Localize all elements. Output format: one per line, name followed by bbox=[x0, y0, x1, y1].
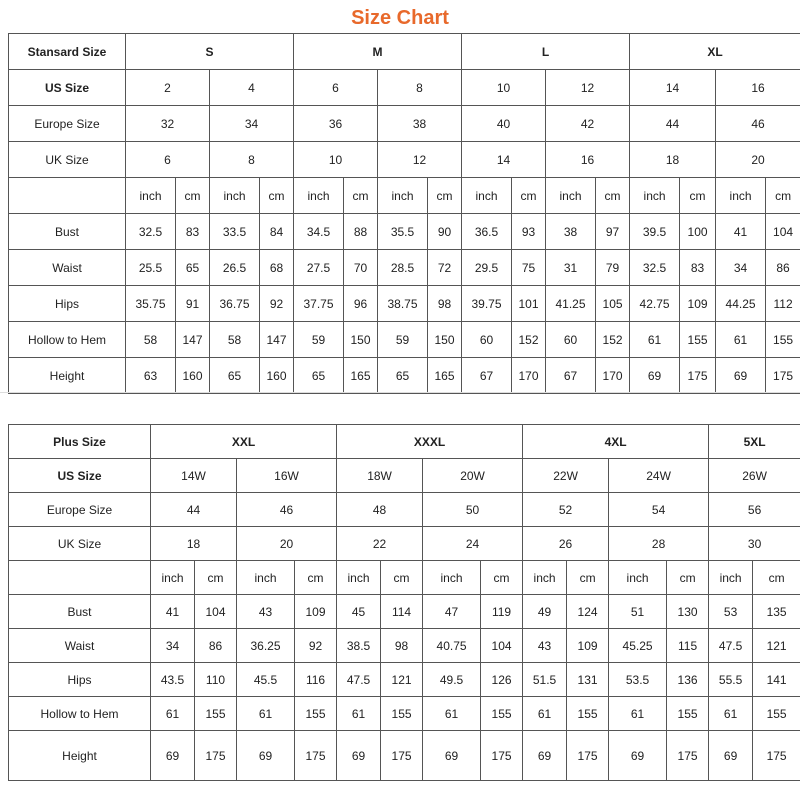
table-cell: cm bbox=[260, 178, 294, 214]
table-cell: 6 bbox=[126, 142, 210, 178]
table-cell: 155 bbox=[295, 697, 337, 731]
table-cell: 55.5 bbox=[709, 663, 753, 697]
table-cell: S bbox=[126, 34, 294, 70]
table-cell: cm bbox=[766, 178, 800, 214]
table-cell: 14 bbox=[462, 142, 546, 178]
table-cell: 4XL bbox=[523, 425, 709, 459]
table-cell: 104 bbox=[766, 214, 800, 250]
table-cell: 69 bbox=[523, 731, 567, 781]
table-cell: 34 bbox=[716, 250, 766, 286]
table-cell: 41.25 bbox=[546, 286, 596, 322]
table-cell: 175 bbox=[766, 358, 800, 394]
table-cell: cm bbox=[481, 561, 523, 595]
table-cell: 65 bbox=[210, 358, 260, 394]
table-cell: 42 bbox=[546, 106, 630, 142]
table-cell: 105 bbox=[596, 286, 630, 322]
table-cell: L bbox=[462, 34, 630, 70]
table-cell: 98 bbox=[381, 629, 423, 663]
table-row bbox=[9, 731, 800, 781]
table-cell: 150 bbox=[428, 322, 462, 358]
table-cell: inch bbox=[210, 178, 260, 214]
table-cell: 41 bbox=[151, 595, 195, 629]
table-cell: 126 bbox=[481, 663, 523, 697]
table-cell: 36.5 bbox=[462, 214, 512, 250]
table-cell: 155 bbox=[680, 322, 716, 358]
table-cell: 92 bbox=[295, 629, 337, 663]
table-cell: 38.75 bbox=[378, 286, 428, 322]
table-cell: 150 bbox=[344, 322, 378, 358]
table-cell: cm bbox=[176, 178, 210, 214]
table-cell: 65 bbox=[378, 358, 428, 394]
table-cell: 36.75 bbox=[210, 286, 260, 322]
table-cell: 34 bbox=[210, 106, 294, 142]
page-title: Size Chart bbox=[351, 7, 449, 29]
table-cell: 35.5 bbox=[378, 214, 428, 250]
row-label: Plus Size bbox=[9, 425, 151, 459]
table-cell: 43 bbox=[523, 629, 567, 663]
table-cell: 24 bbox=[423, 527, 523, 561]
table-cell: 27.5 bbox=[294, 250, 344, 286]
table-cell: 20W bbox=[423, 459, 523, 493]
table-cell: 61 bbox=[423, 697, 481, 731]
table-cell: 34.5 bbox=[294, 214, 344, 250]
table-cell: 109 bbox=[680, 286, 716, 322]
table-cell: 67 bbox=[546, 358, 596, 394]
table-cell: 49 bbox=[523, 595, 567, 629]
table-cell: 65 bbox=[294, 358, 344, 394]
table-cell: 61 bbox=[523, 697, 567, 731]
row-label: Hips bbox=[9, 286, 126, 322]
table-cell: 35.75 bbox=[126, 286, 176, 322]
table-cell: 61 bbox=[709, 697, 753, 731]
table-cell: 68 bbox=[260, 250, 294, 286]
table-row bbox=[9, 561, 800, 595]
table-cell: 46 bbox=[716, 106, 800, 142]
table-cell: 45.25 bbox=[609, 629, 667, 663]
table-cell: 32.5 bbox=[630, 250, 680, 286]
table-cell: 79 bbox=[596, 250, 630, 286]
table-cell: 38.5 bbox=[337, 629, 381, 663]
table-cell: 42.75 bbox=[630, 286, 680, 322]
table-row bbox=[9, 250, 800, 286]
table-cell: 18W bbox=[337, 459, 423, 493]
table-row bbox=[9, 106, 800, 142]
table-cell: inch bbox=[716, 178, 766, 214]
table-cell: cm bbox=[567, 561, 609, 595]
table-cell: 36.25 bbox=[237, 629, 295, 663]
table-cell: cm bbox=[596, 178, 630, 214]
table-cell: 60 bbox=[462, 322, 512, 358]
table-cell: 44.25 bbox=[716, 286, 766, 322]
table-cell: inch bbox=[378, 178, 428, 214]
table-cell: 175 bbox=[381, 731, 423, 781]
table-cell: inch bbox=[546, 178, 596, 214]
table-cell: 86 bbox=[766, 250, 800, 286]
table-cell: 58 bbox=[210, 322, 260, 358]
table-row bbox=[9, 425, 800, 459]
table-cell: 32.5 bbox=[126, 214, 176, 250]
table-cell: 41 bbox=[716, 214, 766, 250]
table-cell: 63 bbox=[126, 358, 176, 394]
table-cell: 26 bbox=[523, 527, 609, 561]
table-cell: 147 bbox=[176, 322, 210, 358]
table-cell: 101 bbox=[512, 286, 546, 322]
table-cell: 26.5 bbox=[210, 250, 260, 286]
table-cell: inch bbox=[462, 178, 512, 214]
table-cell: 50 bbox=[423, 493, 523, 527]
table-divider bbox=[0, 392, 800, 393]
table-cell: 37.75 bbox=[294, 286, 344, 322]
table-cell: 92 bbox=[260, 286, 294, 322]
table-cell: 28.5 bbox=[378, 250, 428, 286]
table-cell: 112 bbox=[766, 286, 800, 322]
table-cell: 155 bbox=[381, 697, 423, 731]
table-cell: XXXL bbox=[337, 425, 523, 459]
table-cell: 116 bbox=[295, 663, 337, 697]
table-cell: cm bbox=[667, 561, 709, 595]
table-cell: inch bbox=[126, 178, 176, 214]
table-cell: 104 bbox=[481, 629, 523, 663]
table-cell: 131 bbox=[567, 663, 609, 697]
table-cell: 115 bbox=[667, 629, 709, 663]
row-label: Height bbox=[9, 358, 126, 394]
table-cell: 86 bbox=[195, 629, 237, 663]
table-cell: 20 bbox=[716, 142, 800, 178]
table-cell: 39.75 bbox=[462, 286, 512, 322]
table-cell: 34 bbox=[151, 629, 195, 663]
table-row bbox=[9, 527, 800, 561]
table-cell: 165 bbox=[344, 358, 378, 394]
row-label: Height bbox=[9, 731, 151, 781]
table-cell: 69 bbox=[630, 358, 680, 394]
table-cell: 147 bbox=[260, 322, 294, 358]
table-cell: 155 bbox=[481, 697, 523, 731]
table-row bbox=[9, 286, 800, 322]
row-label bbox=[9, 561, 151, 595]
table-cell: 175 bbox=[667, 731, 709, 781]
table-cell: 38 bbox=[546, 214, 596, 250]
table-cell: 46 bbox=[237, 493, 337, 527]
table-cell: 53 bbox=[709, 595, 753, 629]
table-cell: 135 bbox=[753, 595, 800, 629]
table-cell: 28 bbox=[609, 527, 709, 561]
table-cell: 33.5 bbox=[210, 214, 260, 250]
table-cell: 175 bbox=[567, 731, 609, 781]
table-cell: 60 bbox=[546, 322, 596, 358]
table-cell: 175 bbox=[753, 731, 800, 781]
table-cell: 12 bbox=[546, 70, 630, 106]
table-cell: 141 bbox=[753, 663, 800, 697]
table-cell: 83 bbox=[176, 214, 210, 250]
table-cell: 61 bbox=[609, 697, 667, 731]
table-cell: 93 bbox=[512, 214, 546, 250]
table-cell: 155 bbox=[667, 697, 709, 731]
table-cell: 90 bbox=[428, 214, 462, 250]
table-cell: 61 bbox=[237, 697, 295, 731]
table-cell: 45 bbox=[337, 595, 381, 629]
table-cell: 38 bbox=[378, 106, 462, 142]
table-cell: 58 bbox=[126, 322, 176, 358]
table-cell: 61 bbox=[630, 322, 680, 358]
table-cell: 53.5 bbox=[609, 663, 667, 697]
table-cell: 4 bbox=[210, 70, 294, 106]
size-chart-plus-table bbox=[8, 424, 800, 781]
table-cell: 170 bbox=[596, 358, 630, 394]
table-cell: 8 bbox=[378, 70, 462, 106]
table-cell: 49.5 bbox=[423, 663, 481, 697]
table-cell: 39.5 bbox=[630, 214, 680, 250]
table-row bbox=[9, 493, 800, 527]
table-cell: inch bbox=[709, 561, 753, 595]
row-label: Bust bbox=[9, 214, 126, 250]
table-cell: 69 bbox=[151, 731, 195, 781]
table-cell: 155 bbox=[753, 697, 800, 731]
row-label: US Size bbox=[9, 70, 126, 106]
table-cell: 136 bbox=[667, 663, 709, 697]
table-cell: 43.5 bbox=[151, 663, 195, 697]
table-cell: 44 bbox=[630, 106, 716, 142]
table-cell: 36 bbox=[294, 106, 378, 142]
table-cell: 16W bbox=[237, 459, 337, 493]
row-label: Bust bbox=[9, 595, 151, 629]
table-row bbox=[9, 70, 800, 106]
table-cell: cm bbox=[344, 178, 378, 214]
table-cell: 59 bbox=[294, 322, 344, 358]
table-cell: 97 bbox=[596, 214, 630, 250]
row-label: Hips bbox=[9, 663, 151, 697]
table-cell: 44 bbox=[151, 493, 237, 527]
table-row bbox=[9, 34, 800, 70]
table-cell: 88 bbox=[344, 214, 378, 250]
table-cell: 67 bbox=[462, 358, 512, 394]
table-cell: 48 bbox=[337, 493, 423, 527]
table-cell: XXL bbox=[151, 425, 337, 459]
table-cell: 91 bbox=[176, 286, 210, 322]
table-cell: inch bbox=[523, 561, 567, 595]
table-cell: 110 bbox=[195, 663, 237, 697]
table-cell: inch bbox=[423, 561, 481, 595]
table-cell: 109 bbox=[567, 629, 609, 663]
table-cell: 69 bbox=[337, 731, 381, 781]
row-label: Europe Size bbox=[9, 106, 126, 142]
table-cell: 22W bbox=[523, 459, 609, 493]
table-cell: 165 bbox=[428, 358, 462, 394]
table-cell: 114 bbox=[381, 595, 423, 629]
table-cell: 61 bbox=[337, 697, 381, 731]
table-cell: 5XL bbox=[709, 425, 800, 459]
table-row bbox=[9, 629, 800, 663]
table-cell: inch bbox=[609, 561, 667, 595]
table-cell: 152 bbox=[596, 322, 630, 358]
table-cell: 65 bbox=[176, 250, 210, 286]
row-label bbox=[9, 178, 126, 214]
table-cell: 155 bbox=[195, 697, 237, 731]
table-cell: 14 bbox=[630, 70, 716, 106]
table-row bbox=[9, 178, 800, 214]
row-label: Waist bbox=[9, 629, 151, 663]
table-row bbox=[9, 459, 800, 493]
table-cell: M bbox=[294, 34, 462, 70]
table-cell: XL bbox=[630, 34, 800, 70]
table-cell: 40 bbox=[462, 106, 546, 142]
table-cell: cm bbox=[680, 178, 716, 214]
table-cell: 121 bbox=[753, 629, 800, 663]
table-cell: 47 bbox=[423, 595, 481, 629]
table-row bbox=[9, 142, 800, 178]
table-cell: 51.5 bbox=[523, 663, 567, 697]
table-cell: 30 bbox=[709, 527, 800, 561]
table-cell: inch bbox=[151, 561, 195, 595]
table-cell: 72 bbox=[428, 250, 462, 286]
table-cell: 22 bbox=[337, 527, 423, 561]
table-cell: cm bbox=[753, 561, 800, 595]
table-cell: 51 bbox=[609, 595, 667, 629]
table-cell: 47.5 bbox=[337, 663, 381, 697]
table-cell: 47.5 bbox=[709, 629, 753, 663]
table-cell: 24W bbox=[609, 459, 709, 493]
table-cell: inch bbox=[237, 561, 295, 595]
table-cell: 18 bbox=[630, 142, 716, 178]
row-label: US Size bbox=[9, 459, 151, 493]
table-cell: 175 bbox=[295, 731, 337, 781]
table-cell: cm bbox=[381, 561, 423, 595]
table-cell: 121 bbox=[381, 663, 423, 697]
table-cell: 12 bbox=[378, 142, 462, 178]
table-cell: 69 bbox=[237, 731, 295, 781]
table-cell: 109 bbox=[295, 595, 337, 629]
table-cell: cm bbox=[428, 178, 462, 214]
table-cell: inch bbox=[294, 178, 344, 214]
table-cell: 52 bbox=[523, 493, 609, 527]
size-chart-standard-table bbox=[8, 33, 800, 394]
table-row bbox=[9, 595, 800, 629]
table-row bbox=[9, 663, 800, 697]
table-cell: 16 bbox=[546, 142, 630, 178]
table-cell: 98 bbox=[428, 286, 462, 322]
table-cell: 104 bbox=[195, 595, 237, 629]
table-cell: 54 bbox=[609, 493, 709, 527]
table-cell: 14W bbox=[151, 459, 237, 493]
table-row bbox=[9, 358, 800, 394]
table-cell: 119 bbox=[481, 595, 523, 629]
table-cell: 56 bbox=[709, 493, 800, 527]
table-cell: 130 bbox=[667, 595, 709, 629]
table-cell: 25.5 bbox=[126, 250, 176, 286]
table-cell: 175 bbox=[481, 731, 523, 781]
table-cell: 160 bbox=[260, 358, 294, 394]
table-cell: 175 bbox=[195, 731, 237, 781]
table-cell: 69 bbox=[609, 731, 667, 781]
table-cell: 170 bbox=[512, 358, 546, 394]
table-cell: 31 bbox=[546, 250, 596, 286]
table-cell: 152 bbox=[512, 322, 546, 358]
table-cell: 59 bbox=[378, 322, 428, 358]
table-cell: 2 bbox=[126, 70, 210, 106]
table-cell: 40.75 bbox=[423, 629, 481, 663]
table-cell: 69 bbox=[423, 731, 481, 781]
row-label: Hollow to Hem bbox=[9, 322, 126, 358]
table-cell: 70 bbox=[344, 250, 378, 286]
table-cell: 84 bbox=[260, 214, 294, 250]
row-label: UK Size bbox=[9, 527, 151, 561]
table-cell: 43 bbox=[237, 595, 295, 629]
table-cell: 26W bbox=[709, 459, 800, 493]
table-cell: 8 bbox=[210, 142, 294, 178]
table-cell: 75 bbox=[512, 250, 546, 286]
table-row bbox=[9, 322, 800, 358]
table-cell: 20 bbox=[237, 527, 337, 561]
table-cell: 10 bbox=[294, 142, 378, 178]
table-cell: 69 bbox=[716, 358, 766, 394]
row-label: Waist bbox=[9, 250, 126, 286]
table-cell: 124 bbox=[567, 595, 609, 629]
row-label: Stansard Size bbox=[9, 34, 126, 70]
table-cell: 10 bbox=[462, 70, 546, 106]
table-cell: 29.5 bbox=[462, 250, 512, 286]
table-cell: 175 bbox=[680, 358, 716, 394]
row-label: Hollow to Hem bbox=[9, 697, 151, 731]
table-cell: 6 bbox=[294, 70, 378, 106]
table-cell: 16 bbox=[716, 70, 800, 106]
table-cell: 32 bbox=[126, 106, 210, 142]
table-cell: inch bbox=[337, 561, 381, 595]
table-cell: 45.5 bbox=[237, 663, 295, 697]
table-cell: 155 bbox=[567, 697, 609, 731]
table-cell: cm bbox=[512, 178, 546, 214]
table-cell: 160 bbox=[176, 358, 210, 394]
table-row bbox=[9, 697, 800, 731]
row-label: Europe Size bbox=[9, 493, 151, 527]
row-label: UK Size bbox=[9, 142, 126, 178]
table-cell: cm bbox=[195, 561, 237, 595]
table-cell: inch bbox=[630, 178, 680, 214]
table-cell: 96 bbox=[344, 286, 378, 322]
table-cell: 155 bbox=[766, 322, 800, 358]
table-cell: 61 bbox=[151, 697, 195, 731]
table-cell: cm bbox=[295, 561, 337, 595]
table-cell: 18 bbox=[151, 527, 237, 561]
table-cell: 61 bbox=[716, 322, 766, 358]
table-cell: 69 bbox=[709, 731, 753, 781]
table-cell: 83 bbox=[680, 250, 716, 286]
table-cell: 100 bbox=[680, 214, 716, 250]
table-row bbox=[9, 214, 800, 250]
